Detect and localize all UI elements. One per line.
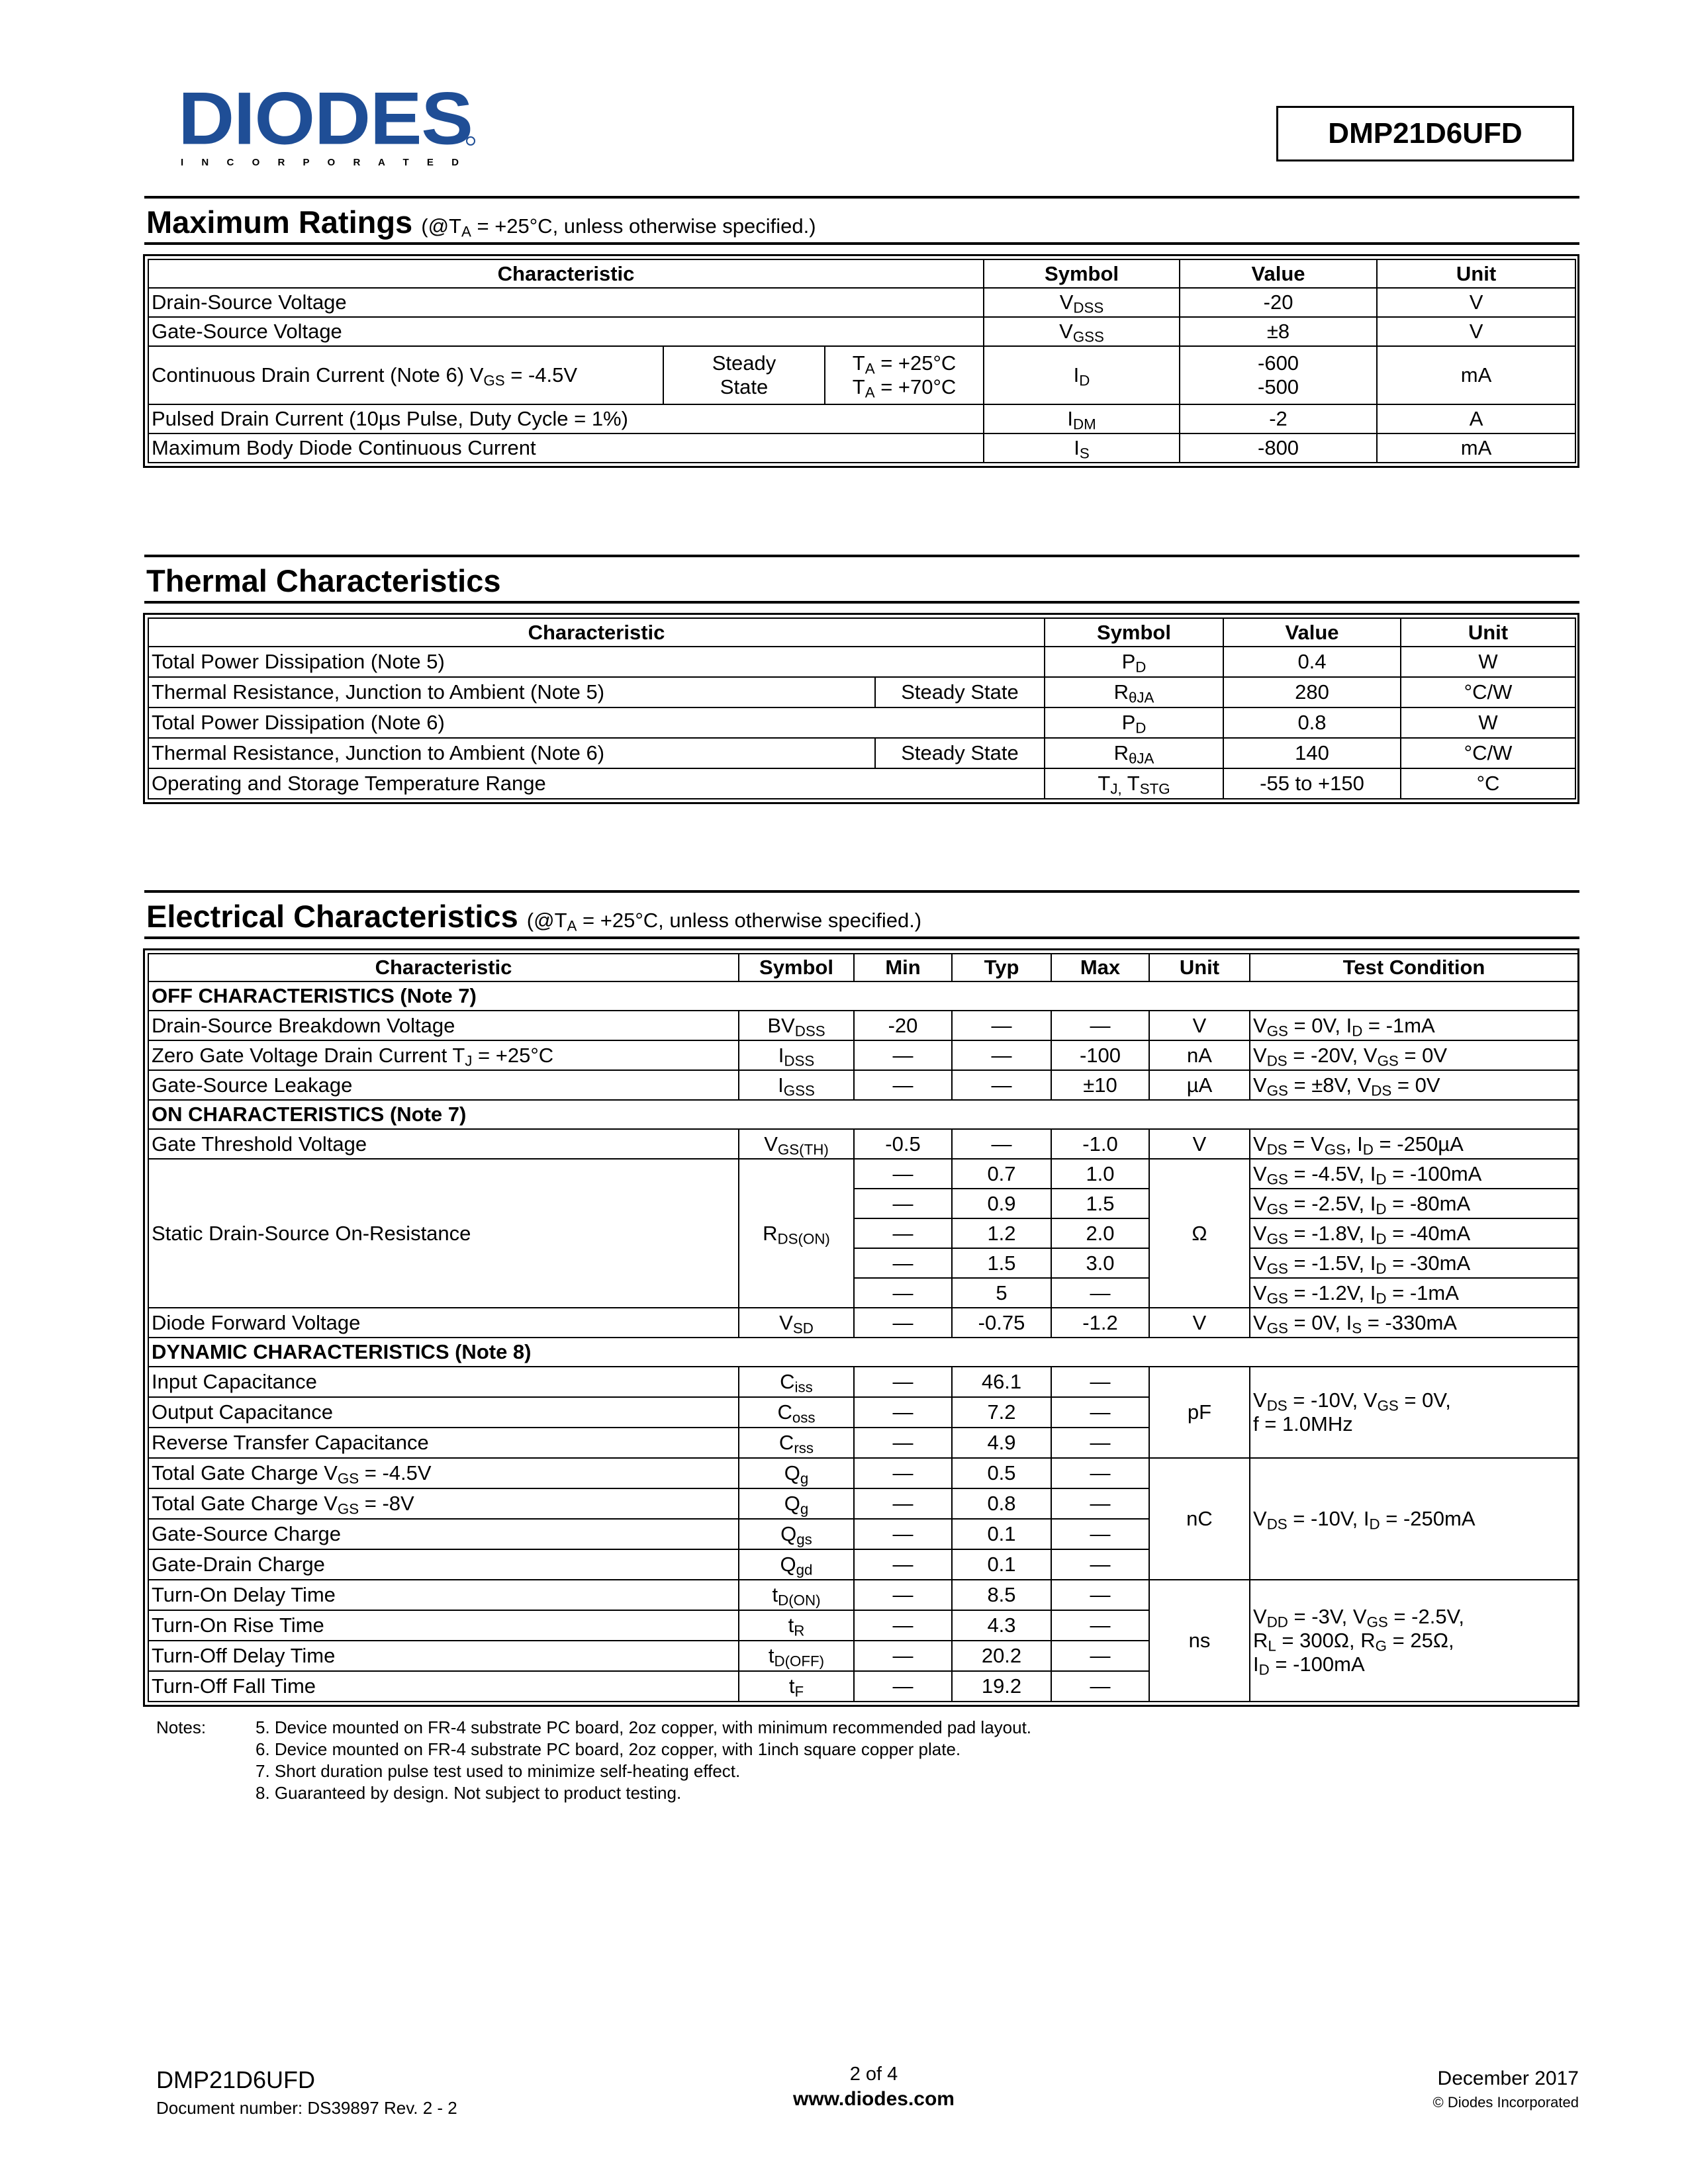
website-link[interactable]: www.diodes.com — [793, 2088, 955, 2110]
note-item: 5. Device mounted on FR-4 substrate PC board, 2oz copper, with minimum recommended pad layout. — [256, 1717, 1032, 1737]
table-row: Thermal Resistance, Junction to Ambient (Note 6) Steady State $R_{\theta JA}$ 140 °C/W — [148, 738, 1575, 768]
table-row: — 1.5 3.0 $V_{GS} = -1.5V$, $I_D = -30mA$ — [148, 1248, 1578, 1278]
table-row: Drain-Source Voltage $V_{DSS}$ -20 V — [148, 288, 1575, 317]
electrical-condition: ($@T_A = +25^\circ C$, unless otherwise specified.) — [526, 909, 922, 934]
max-ratings-condition: ($@T_A = +25^\circ C$, unless otherwise specified.) — [421, 214, 816, 240]
electrical-heading — [144, 890, 1579, 939]
table-row: Gate-Drain Charge $Q_{gd}$ — 0.1 — — [148, 1549, 1578, 1580]
table-row: Turn-On Delay Time $t_{D(ON)}$ — 8.5 — ns $V_{DD} = -3V$, $V_{GS} = -2.5V$, $R_L = 300\Omega$, $R_G = 25\Omega$, $I_D = -100mA$ — [148, 1580, 1578, 1610]
table-row: Zero Gate Voltage Drain Current $T_J = +25^\circ C$ $I_{DSS}$ — — -100 nA $V_{DS} = -20V$, $V_{GS} = 0V$ — [148, 1040, 1578, 1070]
table-row: Maximum Body Diode Continuous Current $I_S$ -800 mA — [148, 433, 1575, 463]
footer-date: December 2017 — [1437, 2068, 1579, 2089]
table-row: Drain-Source Breakdown Voltage $BV_{DSS}$ -20 — — V $V_{GS} = 0V$, $I_D = -1mA$ — [148, 1011, 1578, 1040]
footer-left — [156, 2066, 457, 2118]
thermal-heading — [144, 555, 1579, 604]
table-row: Total Power Dissipation (Note 6) $P_D$ 0.8 W — [148, 707, 1575, 738]
table-row: — 1.2 2.0 $V_{GS} = -1.8V$, $I_D = -40mA$ — [148, 1218, 1578, 1248]
table-row: Total Gate Charge $V_{GS} = -4.5V$ $Q_g$ — 0.5 — nC $V_{DS} = -10V$, $I_D = -250mA$ — [148, 1458, 1578, 1488]
table-header-row: Characteristic Symbol Min Typ Max Unit Test Condition — [148, 954, 1578, 981]
footer-center — [728, 2064, 1019, 2111]
part-number: DMP21D6UFD — [1328, 117, 1523, 150]
table-row: Total Power Dissipation (Note 5) $P_D$ 0.4 W — [148, 647, 1575, 677]
table-row: Gate-Source Leakage $I_{GSS}$ — — ±10 µA $V_{GS} = \pm 8V$, $V_{DS} = 0V$ — [148, 1070, 1578, 1100]
section-row-dynamic: DYNAMIC CHARACTERISTICS (Note 8) — [148, 1338, 1578, 1367]
table-row: Turn-Off Delay Time $t_{D(OFF)}$ — 20.2 — — [148, 1641, 1578, 1671]
table-row: Turn-On Rise Time $t_R$ — 4.3 — — [148, 1610, 1578, 1641]
table-row: Diode Forward Voltage $V_{SD}$ — -0.75 -1.2 V $V_{GS} = 0V$, $I_S = -330mA$ — [148, 1308, 1578, 1338]
footer-document-number: Document number: DS39897 Rev. 2 - 2 — [156, 2098, 457, 2118]
table-row: Total Gate Charge $V_{GS} = -8V$ $Q_g$ — 0.8 — — [148, 1488, 1578, 1519]
table-row: — 5 — $V_{GS} = -1.2V$, $I_D = -1mA$ — [148, 1278, 1578, 1308]
section-row-on: ON CHARACTERISTICS (Note 7) — [148, 1100, 1578, 1129]
table-row: Gate Threshold Voltage $V_{GS(TH)}$ -0.5 — -1.0 V $V_{DS} = V_{GS}$, $I_D = -250\mu A$ — [148, 1129, 1578, 1159]
table-row: Reverse Transfer Capacitance $C_{rss}$ — 4.9 — — [148, 1428, 1578, 1458]
table-row: Thermal Resistance, Junction to Ambient (Note 5) Steady State $R_{\theta JA}$ 280 °C/W — [148, 677, 1575, 707]
max-ratings-title: Maximum Ratings — [146, 205, 413, 240]
section-row-off: OFF CHARACTERISTICS (Note 7) — [148, 981, 1578, 1011]
table-row: Operating and Storage Temperature Range $T_{J,}$ $T_{STG}$ -55 to +150 °C — [148, 768, 1575, 799]
table-row: Static Drain-Source On-Resistance $R_{DS(ON)}$ — 0.7 1.0 Ω $V_{GS} = -4.5V$, $I_D = -100mA$ — [148, 1159, 1578, 1189]
footer-part-number: DMP21D6UFD — [156, 2066, 316, 2093]
max-ratings-table — [143, 254, 1579, 468]
part-number-box — [1276, 106, 1574, 161]
logo-incorporated: I N C O R P O R A T E D — [181, 157, 459, 168]
table-header-row: Characteristic Symbol Value Unit — [148, 259, 1575, 288]
note-item: 6. Device mounted on FR-4 substrate PC board, 2oz copper, with 1inch square copper plate. — [256, 1739, 961, 1759]
table-row: Gate-Source Voltage $V_{GSS}$ ±8 V — [148, 317, 1575, 346]
table-row: — 0.9 1.5 $V_{GS} = -2.5V$, $I_D = -80mA$ — [148, 1189, 1578, 1218]
notes-label: Notes: — [156, 1717, 207, 1737]
electrical-title: Electrical Characteristics — [146, 899, 518, 934]
table-row: Output Capacitance $C_{oss}$ — 7.2 — — [148, 1397, 1578, 1428]
thermal-title: Thermal Characteristics — [146, 563, 501, 598]
thermal-table — [143, 613, 1579, 804]
table-row: Turn-Off Fall Time $t_F$ — 19.2 — — [148, 1671, 1578, 1702]
logo-wordmark: DIODES — [178, 86, 469, 160]
note-item: 8. Guaranteed by design. Not subject to product testing. — [256, 1783, 682, 1803]
table-header-row: Characteristic Symbol Value Unit — [148, 618, 1575, 647]
table-row: Continuous Drain Current (Note 6) $V_{GS} = -4.5V$ Steady State $T_A = +25^\circ C$ $T_A = +70^\circ C$ $I_D$ -600 -500 mA — [148, 346, 1575, 404]
page-number: 2 of 4 — [849, 2064, 898, 2085]
note-item: 7. Short duration pulse test used to minimize self-heating effect. — [256, 1761, 741, 1781]
max-ratings-heading — [144, 196, 1579, 245]
footer-copyright: © Diodes Incorporated — [1432, 2094, 1579, 2111]
diodes-logo — [175, 86, 487, 172]
table-row: Gate-Source Charge $Q_{gs}$ — 0.1 — — [148, 1519, 1578, 1549]
electrical-table — [143, 948, 1579, 1707]
footer-right — [1433, 2068, 1579, 2111]
table-row: Pulsed Drain Current (10µs Pulse, Duty Cycle = 1%) $I_{DM}$ -2 A — [148, 404, 1575, 433]
table-row: Input Capacitance $C_{iss}$ — 46.1 — pF $V_{DS} = -10V$, $V_{GS} = 0V$, f = 1.0MHz — [148, 1367, 1578, 1397]
